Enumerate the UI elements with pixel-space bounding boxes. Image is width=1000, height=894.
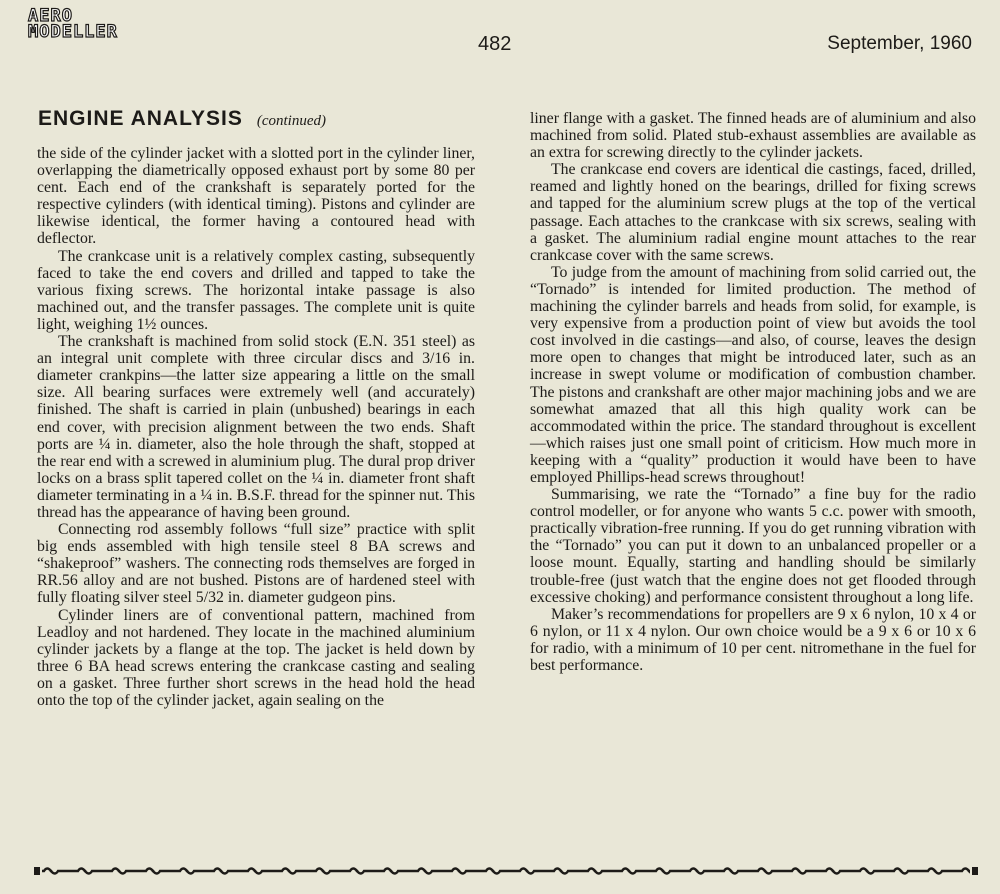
logo-line-aero: AERO [28,6,73,26]
paragraph: Cylinder liners are of conventional pattern, machined from Leadloy and not hardened. They locate in the machined aluminium cylinder jackets by a flange at the top. The jacket is held down by three 6 BA head screws entering the crankcase casting and sealing on a gasket. Three further short screws in the head hold the head onto the top of the cylinder jacket, again sealing on the [37,606,475,709]
decorative-footer-rule [34,864,978,878]
paragraph: liner flange with a gasket. The finned heads are of aluminium and also machined from solid. Plated stub-exhaust assemblies are available as an extra for screwing directly to the cylinder jackets. [530,110,976,162]
magazine-logo [28,8,118,40]
paragraph: Maker’s recommendations for propellers are 9 x 6 nylon, 10 x 4 or 6 nylon, or 11 x 4 nylon. Our own choice would be a 9 x 6 or 10 x 6 for radio, with a minimum of 10 per cent. nitromethane in the fuel for best performance. [530,605,976,674]
article-heading [38,107,326,131]
paragraph: To judge from the amount of machining from solid carried out, the “Tornado” is intended for limited production. The method of machining the cylinder barrels and heads from solid, for example, is very expensive from a production point of view but avoids the tool cost involved in die castings—and also, of course, leaves the design more open to changes that might be introduced later, such as an increase in swept volume or modification of combustion chamber. The pistons and crankshaft are other major machining jobs and we are somewhat amazed that all this high quality work can be accommodated within the price. The standard throughout is excellent—which raises just one small point of criticism. How much more in keeping with a “quality” production it would have been to have employed Phillips-head screws throughout! [530,263,976,486]
article-title: ENGINE ANALYSIS [38,107,243,130]
paragraph: The crankshaft is machined from solid stock (E.N. 351 steel) as an integral unit complete with three circular discs and 3/16 in. diameter crankpins—the latter size appearing a little on the small size. All bearing surfaces were extremely well (and accurately) finished. The shaft is carried in plain (unbushed) bearings in each end cover, with precision alignment between the two ends. Shaft ports are ¼ in. diameter, also the hole through the shaft, stopped at the rear end with a screwed in aluminium plug. The dural prop driver locks on a brass split tapered collet on the ¼ in. diameter front shaft diameter terminating in a ¼ in. B.S.F. thread for the spinner nut. This thread has the appearance of having been ground. [37,333,475,521]
page-number: 482 [478,33,512,55]
issue-date: September, 1960 [827,33,972,54]
paragraph: The crankcase end covers are identical die castings, faced, drilled, reamed and lightly honed on the bearings, drilled for fixing screws and tapped for the aluminium screw plugs at the top of the vertical passage. Each attaches to the crankcase with six screws, sealing with a gasket. The aluminium radial engine mount attaches to the rear crankcase cover with the same screws. [530,161,976,264]
logo-line-modeller: MODELLER [28,22,118,42]
paragraph: Summarising, we rate the “Tornado” a fine buy for the radio control modeller, or for anyone who wants 5 c.c. power with smooth, practically vibration-free running. If you do get running vibration with the “Tornado” you can put it down to an unbalanced propeller or a loose mount. Equally, starting and handling should be similarly trouble-free (just watch that the engine does not get flooded through excessive choking) and performance consistent throughout a long life. [530,486,976,606]
left-column [37,145,475,709]
paragraph: The crankcase unit is a relatively complex casting, subsequently faced to take the end covers and drilled and tapped to take the various fixing screws. The horizontal intake passage is also machined out, and the transfer passages. The complete unit is quite light, weighing 1½ ounces. [37,247,475,333]
paragraph: the side of the cylinder jacket with a slotted port in the cylinder liner, overlapping the diametrically opposed exhaust port by some 80 per cent. Each end of the crankshaft is separately ported for the respective cylinders (with identical timing). Pistons and cylinder are likewise identical, the former having a contoured head with deflector. [37,145,475,248]
continued-note: (continued) [256,113,326,129]
right-column [530,110,976,674]
paragraph: Connecting rod assembly follows “full size” practice with split big ends assembled with high tensile steel 8 BA screws and “shakeproof” washers. The connecting rods themselves are forged in RR.56 alloy and are not bushed. Pistons are of hardened steel with fully floating silver steel 5/32 in. diameter gudgeon pins. [37,521,475,607]
